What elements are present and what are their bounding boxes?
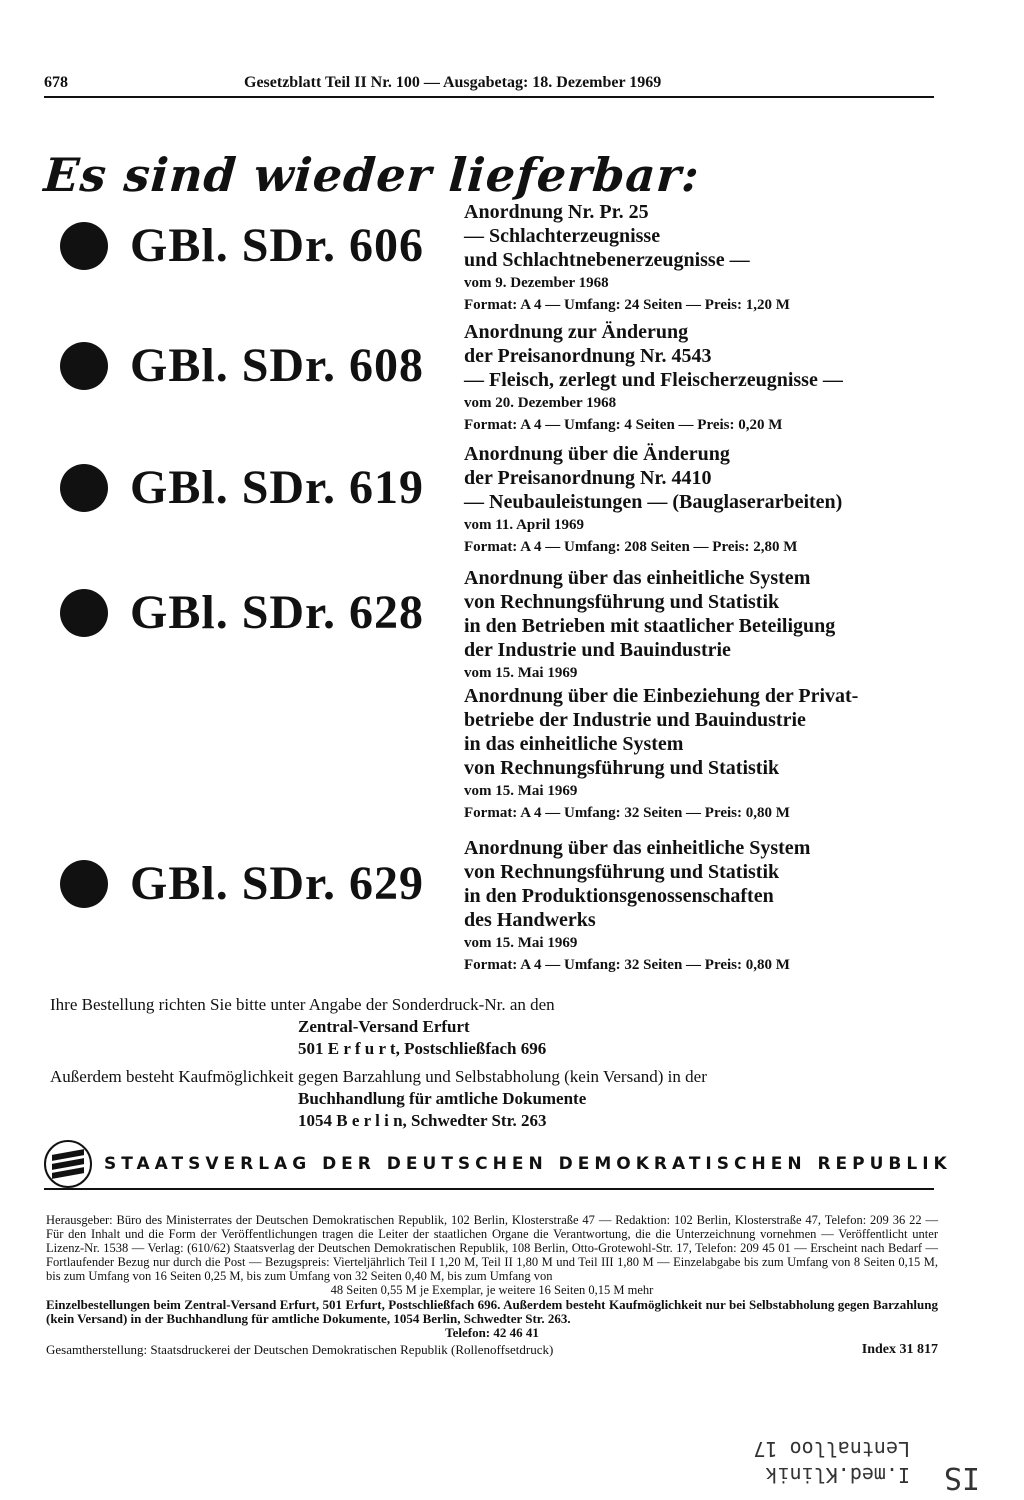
stamp-line-1: I.med.Klinik: [765, 1463, 910, 1487]
desc-date: vom 20. Dezember 1968: [464, 395, 617, 411]
publisher-bar: [44, 1140, 952, 1190]
desc-line: in den Produktionsgenossenschaften: [464, 885, 774, 907]
index-number: Index 31 817: [861, 1342, 938, 1357]
desc-line: — Schlachterzeugnisse: [464, 225, 661, 247]
desc-line: Anordnung Nr. Pr. 25: [464, 201, 649, 223]
address-2-name: Buchhandlung für amtliche Dokumente: [298, 1089, 587, 1108]
bullet-icon: [60, 222, 108, 270]
issue-606: [60, 218, 424, 273]
address-2-street: 1054 B e r l i n, Schwedter Str. 263: [298, 1111, 547, 1130]
desc-line: von Rechnungsführung und Statistik: [464, 757, 780, 779]
issue-629-description: [464, 836, 944, 976]
desc-format: Format: A 4 — Umfang: 208 Seiten — Preis: 2,80 M: [464, 539, 798, 555]
desc-date: vom 9. Dezember 1968: [464, 275, 609, 291]
issue-629: [60, 856, 424, 911]
issue-608: [60, 338, 424, 393]
desc-line: der Preisanordnung Nr. 4410: [464, 467, 712, 489]
ordering-also: Außerdem besteht Kaufmöglichkeit gegen Barzahlung und Selbstabholung (kein Versand) in der: [50, 1067, 707, 1086]
desc-format: Format: A 4 — Umfang: 32 Seiten — Preis: 0,80 M: [464, 805, 790, 821]
issue-619-description: [464, 442, 944, 558]
publisher-name: STAATSVERLAG DER DEUTSCHEN DEMOKRATISCHEN REPUBLIK: [104, 1154, 952, 1174]
desc-line: — Fleisch, zerlegt und Fleischerzeugnisse —: [464, 369, 843, 391]
address-1-street: 501 E r f u r t, Postschließfach 696: [298, 1039, 547, 1058]
page-header: [44, 70, 934, 98]
desc-line: Anordnung zur Änderung: [464, 321, 689, 343]
issue-label: GBl. SDr. 628: [130, 586, 424, 639]
desc-line: Anordnung über das einheitliche System: [464, 567, 811, 589]
bullet-icon: [60, 342, 108, 390]
desc-date: vom 11. April 1969: [464, 517, 585, 533]
imprint-text-end: 48 Seiten 0,55 M je Exemplar, je weitere 16 Seiten 0,15 M mehr: [330, 1283, 654, 1297]
bullet-icon: [60, 464, 108, 512]
issue-label: GBl. SDr. 606: [130, 219, 424, 272]
desc-date: vom 15. Mai 1969: [464, 935, 578, 951]
stamp-number: 17: [753, 1437, 778, 1461]
imprint-orders: [46, 1298, 938, 1340]
issue-619: [60, 460, 424, 515]
desc-date: vom 15. Mai 1969: [464, 665, 578, 681]
desc-line: von Rechnungsführung und Statistik: [464, 591, 780, 613]
imprint-publisher: [46, 1213, 938, 1297]
desc-line: des Handwerks: [464, 909, 596, 931]
desc-line: — Neubauleistungen — (Bauglaserarbeiten): [464, 491, 843, 513]
desc-format: Format: A 4 — Umfang: 24 Seiten — Preis: 1,20 M: [464, 297, 790, 313]
desc-line: Anordnung über das einheitliche System: [464, 837, 811, 859]
page-number: 678: [44, 74, 68, 91]
desc-format: Format: A 4 — Umfang: 32 Seiten — Preis: 0,80 M: [464, 957, 790, 973]
address-1-name: Zentral-Versand Erfurt: [298, 1017, 470, 1036]
imprint-text: Herausgeber: Büro des Ministerrates der Deutschen Demokratischen Republik, 102 Berlin, Klosterstraße 47 — Redaktion: 102 Berlin, Klosterstraße 47, Telefon: 209 36 22 — Für den Inhalt und die Form der Veröffentlichungen tragen die Leiter der staatlichen Organe die Verantwortung, die die Unterzeichnung vornehmen — Veröffentlicht unter Lizenz-Nr. 1538 — Verlag: (610/62) Staatsverlag der Deutschen Demokratischen Republik, 108 Berlin, Otto-Grotewohl-Str. 17, Telefon: 209 45 01 — Erscheint nach Bedarf — Fortlaufender Bezug nur durch die Post — Bezugspreis: Vierteljährlich Teil I 1,20 M, Teil II 1,80 M und Teil III 1,80 M — Einzelabgabe bis zum Umfang von 8 Seiten 0,15 M, bis zum Umfang von 16 Seiten 0,25 M, bis zum Umfang von 32 Seiten 0,40 M, bis zum Umfang von: [46, 1213, 938, 1283]
imprint-phone: Telefon: 42 46 41: [445, 1325, 539, 1340]
desc-line: und Schlachtnebenerzeugnisse —: [464, 249, 750, 271]
desc-date: vom 15. Mai 1969: [464, 783, 578, 799]
library-stamp: [650, 1430, 980, 1495]
desc-line: betriebe der Industrie und Bauindustrie: [464, 709, 806, 731]
issue-628-description: [464, 566, 944, 824]
desc-line: in den Betrieben mit staatlicher Beteiligung: [464, 615, 836, 637]
imprint-orders-text: Einzelbestellungen beim Zentral-Versand Erfurt, 501 Erfurt, Postschließfach 696. Außerdem besteht Kaufmöglichkeit nur bei Selbstabholung gegen Barzahlung (kein Versand) in der Buchhandlung für amtliche Dokumente, 1054 Berlin, Schwedter Str. 263.: [46, 1297, 938, 1326]
ordering-intro: Ihre Bestellung richten Sie bitte unter Angabe der Sonderdruck-Nr. an den: [50, 995, 555, 1014]
publisher-logo-icon: [44, 1140, 92, 1188]
stamp-line-2-text: Lentnalloo: [789, 1437, 910, 1461]
bullet-icon: [60, 860, 108, 908]
bullet-icon: [60, 589, 108, 637]
desc-line: in das einheitliche System: [464, 733, 684, 755]
printer-info: Gesamtherstellung: Staatsdruckerei der Deutschen Demokratischen Republik (Rollenoffsetdruck): [46, 1342, 554, 1357]
desc-line: Anordnung über die Einbeziehung der Privat-: [464, 685, 859, 707]
footer-line: [46, 1342, 938, 1358]
desc-line: der Preisanordnung Nr. 4543: [464, 345, 712, 367]
stamp-corner: IS: [943, 1460, 980, 1495]
headline: Es sind wieder lieferbar:: [42, 148, 702, 202]
desc-format: Format: A 4 — Umfang: 4 Seiten — Preis: 0,20 M: [464, 417, 783, 433]
desc-line: von Rechnungsführung und Statistik: [464, 861, 780, 883]
issue-608-description: [464, 320, 944, 436]
stamp-line-2: [753, 1436, 910, 1462]
issue-606-description: [464, 200, 944, 316]
header-title: Gesetzblatt Teil II Nr. 100 — Ausgabetag: 18. Dezember 1969: [244, 74, 662, 91]
issue-label: GBl. SDr. 608: [130, 339, 424, 392]
issue-628: [60, 585, 424, 640]
issue-label: GBl. SDr. 619: [130, 461, 424, 514]
desc-line: Anordnung über die Änderung: [464, 443, 730, 465]
desc-line: der Industrie und Bauindustrie: [464, 639, 731, 661]
issue-label: GBl. SDr. 629: [130, 857, 424, 910]
